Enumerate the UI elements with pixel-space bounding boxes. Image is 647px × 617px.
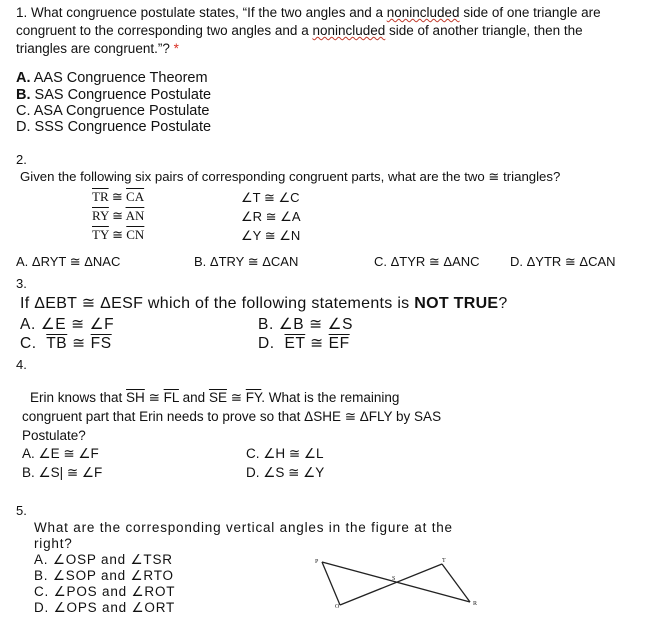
label-p: P [315, 559, 319, 565]
q1-option-c-text: ASA Congruence Postulate [30, 103, 210, 119]
q4-option-d[interactable]: D. ∠S ≅ ∠Y [246, 465, 325, 480]
q3-prompt-end: ? [498, 295, 508, 312]
q4-number: 4. [16, 357, 27, 372]
q1-line1-rest: side of one triangle are [459, 5, 601, 20]
q3-prompt [20, 293, 508, 313]
segment-tb: $\overline{TB}$ [46, 335, 68, 352]
congruent-symbol: ≅ [111, 189, 123, 204]
q1-option-d-text: SSS Congruence Postulate [30, 119, 212, 135]
segment-ef: $\overline{EF}$ [328, 335, 350, 352]
segment-et: $\overline{ET}$ [284, 335, 306, 352]
congruent-symbol: ≅ [112, 227, 124, 242]
segment-fl: $\overline{FL}$ [163, 390, 179, 405]
required-asterisk: * [173, 41, 179, 56]
q2-number: 2. [16, 152, 27, 167]
q2-option-c[interactable]: C. ΔTYR ≅ ΔANC [374, 254, 480, 269]
segment-sh: $\overline{SH}$ [126, 390, 145, 405]
q2-side-pair-2 [92, 208, 144, 224]
label-o: O [335, 604, 340, 610]
q1-line1-text: 1. What congruence postulate states, “If the two angles and a [16, 5, 387, 20]
q5-option-b[interactable]: B. ∠SOP and ∠RTO [34, 568, 174, 583]
q4-option-c[interactable]: C. ∠H ≅ ∠L [246, 446, 324, 461]
q4-line1-text: Erin knows that [30, 390, 127, 405]
q4-option-b[interactable]: B. ∠S| ≅ ∠F [22, 465, 103, 480]
q5-option-a[interactable]: A. ∠OSP and ∠TSR [34, 552, 173, 567]
q3-prompt-emphasis: NOT TRUE [414, 295, 499, 312]
q1-option-c[interactable] [16, 103, 209, 119]
q2-side-pair-1 [92, 189, 144, 205]
segment-fs: $\overline{FS}$ [90, 335, 112, 352]
q1-option-a-letter: A. [16, 70, 31, 86]
q2-side-pair-3 [92, 227, 144, 243]
q1-line2-text: congruent to the corresponding two angles and a [16, 23, 313, 38]
segment-ty: $\overline{TY}$ [92, 227, 109, 242]
q2-angle-pair-3: ∠Y ≅ ∠N [241, 228, 301, 243]
congruent-symbol: ≅ [67, 335, 91, 352]
q3-option-d-letter: D. [258, 335, 285, 352]
q1-line2-rest: side of another triangle, then the [385, 23, 583, 38]
q1-line3 [16, 40, 179, 58]
q3-option-c-letter: C. [20, 335, 47, 352]
q1-option-d-letter: D. [16, 119, 31, 135]
q5-option-d[interactable]: D. ∠OPS and ∠ORT [34, 600, 176, 615]
q1-line1 [16, 4, 601, 22]
q1-option-a[interactable] [16, 70, 208, 86]
q2-prompt: Given the following six pairs of corresponding congruent parts, what are the two ≅ triangles? [20, 169, 561, 184]
q1-option-a-text: AAS Congruence Theorem [30, 70, 208, 86]
q3-option-b[interactable]: B. ∠B ≅ ∠S [258, 316, 354, 333]
q1-option-c-letter: C. [16, 103, 31, 119]
q1-spellcheck-word: nonincluded [386, 5, 460, 20]
segment-ot [340, 564, 442, 605]
q3-number: 3. [16, 276, 27, 291]
q3-option-a[interactable]: A. ∠E ≅ ∠F [20, 316, 115, 333]
q1-option-b[interactable] [16, 87, 211, 103]
q1-option-b-text: SAS Congruence Postulate [30, 87, 212, 103]
congruent-symbol: ≅ [305, 335, 329, 352]
label-r: R [473, 601, 478, 607]
q1-line2 [16, 22, 583, 40]
segment-se: $\overline{SE}$ [208, 390, 227, 405]
q3-option-c[interactable] [20, 334, 112, 353]
segment-tr [442, 564, 470, 602]
segment-an: $\overline{AN}$ [125, 208, 145, 223]
q1-line3-text: triangles are congruent.”? [16, 41, 170, 56]
q5-line1: What are the corresponding vertical angles in the figure at the [34, 520, 453, 535]
q2-option-b[interactable]: B. ΔTRY ≅ ΔCAN [194, 254, 299, 269]
vertical-angles-figure [310, 555, 495, 615]
segment-ca: $\overline{CA}$ [126, 189, 145, 204]
segment-fy: $\overline{FY}$ [245, 390, 262, 405]
q1-option-b-letter: B. [16, 87, 31, 103]
q1-option-d[interactable] [16, 119, 211, 135]
q2-angle-pair-1: ∠T ≅ ∠C [241, 190, 300, 205]
q2-angle-pair-2: ∠R ≅ ∠A [241, 209, 301, 224]
q5-number: 5. [16, 503, 27, 518]
q2-option-a[interactable]: A. ΔRYT ≅ ΔNAC [16, 254, 121, 269]
q4-line2: congruent part that Erin needs to prove so that ΔSHE ≅ ΔFLY by SAS [22, 409, 442, 424]
q4-line3: Postulate? [22, 428, 86, 443]
q4-line1 [30, 390, 399, 406]
q4-and: and [178, 390, 209, 405]
q2-option-d[interactable]: D. ΔYTR ≅ ΔCAN [510, 254, 616, 269]
q3-prompt-text: If ΔEBT ≅ ΔESF which of the following statements is [20, 295, 415, 312]
segment-po [322, 562, 340, 605]
congruent-symbol: ≅ [144, 390, 164, 405]
q5-line2: right? [34, 536, 73, 551]
segment-cn: $\overline{CN}$ [126, 227, 145, 242]
label-t: T [442, 558, 446, 564]
q4-option-a[interactable]: A. ∠E ≅ ∠F [22, 446, 99, 461]
congruent-symbol: ≅ [112, 208, 124, 223]
q3-option-d[interactable] [258, 334, 350, 353]
segment-tr: $\overline{TR}$ [92, 189, 109, 204]
segment-ry: $\overline{RY}$ [92, 208, 109, 223]
q1-spellcheck-word-2: nonincluded [312, 23, 386, 38]
q5-option-c[interactable]: C. ∠POS and ∠ROT [34, 584, 176, 599]
label-s: S [392, 576, 396, 582]
congruent-symbol: ≅ [226, 390, 246, 405]
q4-line1-rest: . What is the remaining [261, 390, 400, 405]
